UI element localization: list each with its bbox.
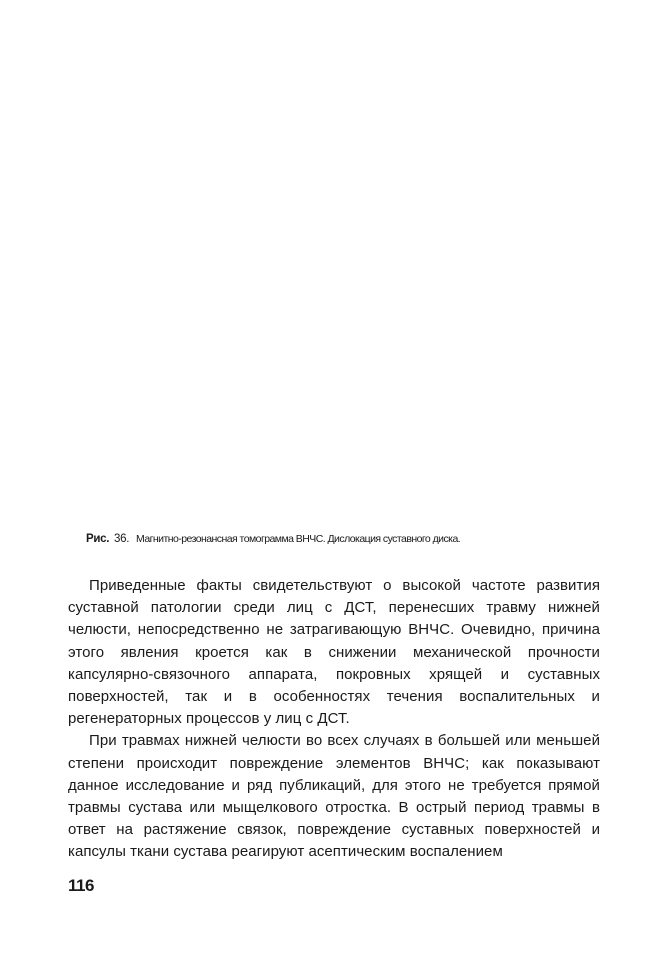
page-number: 116: [68, 876, 94, 895]
body-text: [68, 575, 600, 864]
paragraph-2: При травмах нижней челюсти во всех случаях в большей или меньшей степени происходит повреждение элементов ВНЧС; как показывают данное исследование и ряд публикаций, для этого не требуется прямой травмы сустава или мыщелкового отростка. В острый период травмы в ответ на растяжение связок, повреждение суставных поверхностей и капсулы ткани сустава реагируют асептическим воспалением: [68, 732, 600, 861]
caption-text: Магнитно-резонансная томограмма ВНЧС. Дислокация суставного диска.: [136, 533, 461, 545]
figure-image-area: [60, 20, 620, 510]
caption-label: Рис.: [86, 533, 110, 545]
caption-number: 36.: [114, 533, 130, 545]
paragraph-1: Приведенные факты свидетельствуют о высокой частоте развития суставной патологии среди лиц с ДСТ, перенесших травму нижней челюсти, непосредственно не затрагивающую ВНЧС. Очевидно, причина этого явления кроется как в снижении механической прочности капсулярно-связочного аппарата, покровных хрящей и суставных поверхностей, так и в особенностях течения воспалительных и регенераторных процессов у лиц с ДСТ.: [68, 577, 600, 728]
figure-caption: [86, 531, 606, 547]
